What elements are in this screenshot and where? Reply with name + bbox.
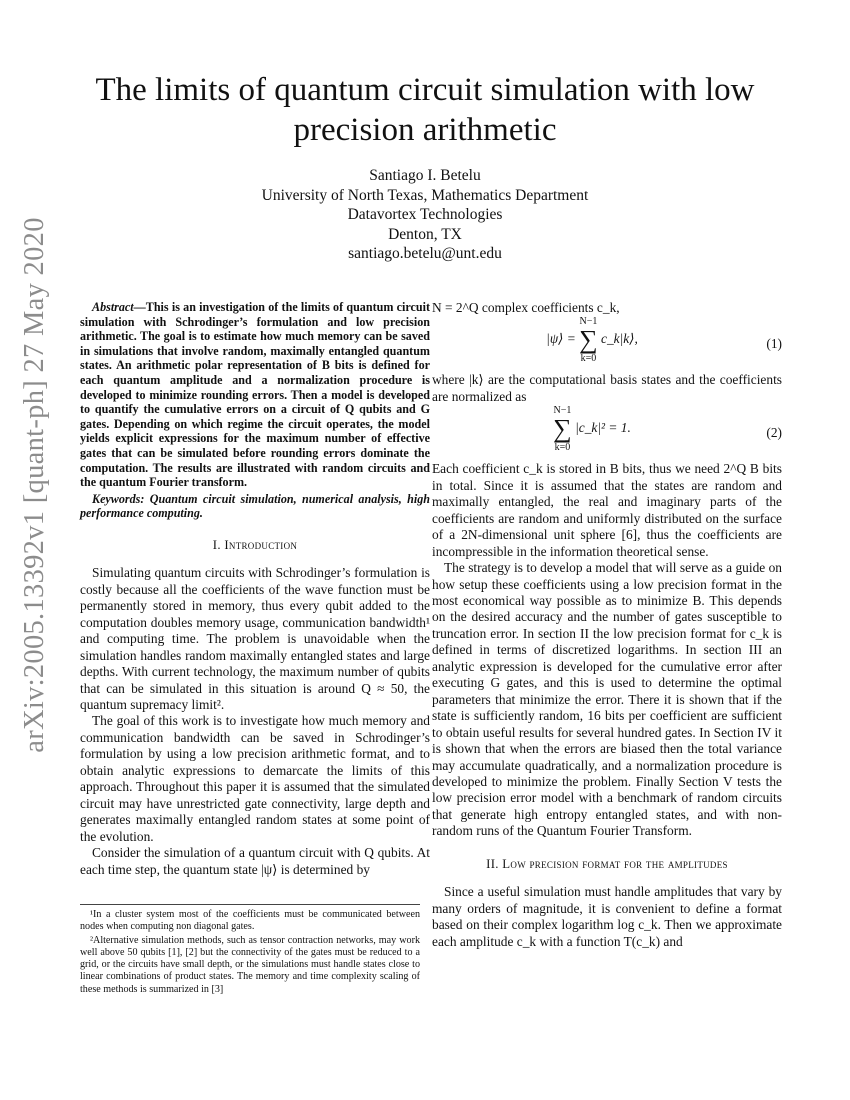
footnote-2: ²Alternative simulation methods, such as tensor contraction networks, may work well above 50 qubits [1], [2] but the connectivity of the gates must be reduced to a grid, or the circuits have small depth, or the simulations must handle states close to linear combinations of product states. The memory and time complexity scaling of these methods is summarized in [3] [80, 934, 420, 995]
summation-symbol: N−1 ∑ k=0 [553, 405, 572, 454]
footnote-1: ¹In a cluster system most of the coefficients must be communicated between nodes when computing non diagonal gates. [80, 909, 420, 933]
equation-2-number: (2) [766, 425, 782, 441]
right-paragraph-1: Each coefficient c_k is stored in B bits, thus we need 2^Q B bits in total. Since it is assumed that the states are random and maximally entangled, the real and imaginary parts of the coefficients are random and uniformly distributed on the surface of a 2N-dimensional unit sphere [6], thus the coefficients are incompressible in the information theoretical sense. [432, 461, 782, 559]
intro-paragraph-3: Consider the simulation of a quantum circuit with Q qubits. At each time step, the quantum state |ψ⟩ is determined by [80, 845, 430, 877]
equation-2-rhs: |c_k|² = 1. [575, 420, 631, 436]
author-affiliation-1: University of North Texas, Mathematics Department [261, 186, 589, 204]
sum-lower-limit: k=0 [554, 442, 571, 454]
footnotes [80, 904, 420, 997]
section-heading-introduction: I. Introduction [212, 537, 298, 552]
left-column [80, 300, 430, 878]
section-heading-low-precision: II. Low precision format for the amplitudes [486, 856, 728, 871]
author-email: santiago.betelu@unt.edu [348, 245, 502, 262]
abstract [80, 300, 430, 490]
basis-states-text: where |k⟩ are the computational basis states and the coefficients are normalized as [432, 372, 782, 404]
equation-1-lhs: |ψ⟩ = [546, 331, 576, 347]
keywords-text: Quantum circuit simulation, numerical analysis, high performance computing. [80, 491, 430, 521]
author-location: Denton, TX [388, 225, 462, 243]
equation-1-number: (1) [766, 336, 782, 352]
equation-2 [432, 405, 782, 461]
arxiv-identifier: arXiv:2005.13392v1 [quant-ph] 27 May 2020 [19, 217, 50, 753]
author-affiliation-2: Datavortex Technologies [347, 206, 503, 223]
sum-upper-limit: N−1 [579, 316, 598, 328]
abstract-label: Abstract [92, 300, 134, 314]
paper-title: The limits of quantum circuit simulation with low precision arithmetic [95, 72, 755, 148]
sum-upper-limit: N−1 [553, 405, 572, 417]
keywords [80, 492, 430, 521]
equation-1-rhs: c_k|k⟩, [601, 331, 638, 347]
coefficients-intro: N = 2^Q complex coefficients c_k, [432, 300, 620, 315]
sum-lower-limit: k=0 [580, 353, 597, 365]
intro-paragraph-2: The goal of this work is to investigate how much memory and communication bandwidth can be saved in Schrodinger’s formulation by using a low precision arithmetic format, and to obtain analytic expressions to demarcate the limits of this approach. Throughout this paper it is assumed that the simulated circuit may have unrestricted gate connectivity, large depth and generates maximally entangled random states at some point of the evolution. [80, 713, 430, 844]
keywords-label: Keywords: [92, 491, 145, 506]
right-paragraph-2: The strategy is to develop a model that will serve as a guide on how setup these coefficients using a low precision format in the most economical way possible as to minimize B. This depends on the desired accuracy and the number of gates susceptible to truncation error. In section II the low precision format for c_k is defined in terms of discretized logarithms. In section III an analytic expression is developed for the cumulative error after executing G gates, and this is used to determine the optimal parameters that minimize the error. There it is shown that if the state is sufficiently random, 16 bits per coefficient are sufficient to obtain useful results for several hundred gates. In Section IV it is shown that when the errors are biased then the total variance may accumulate quadratically, and a normalization procedure is developed to minimize the problem. Finally Section V tests the low precision error model with a benchmark of random circuits that generate high entropy entangled states, and with non-random runs of the Quantum Fourier Transform. [432, 560, 782, 839]
intro-paragraph-1: Simulating quantum circuits with Schrodinger’s formulation is costly because all the coefficients of the wave function must be permanently stored in memory, thus every qubit added to the computation doubles memory usage, communication bandwidth¹ and computing time. The problem is unavoidable when the simulation handles random maximally entangled states and large depths. With current technology, the maximum number of qubits that can be simulated in this situation is around Q ≈ 50, the quantum supremacy limit². [80, 565, 430, 712]
author-name: Santiago I. Betelu [369, 167, 481, 184]
equation-1 [432, 316, 782, 372]
summation-symbol: N−1 ∑ k=0 [579, 316, 598, 365]
right-column [432, 300, 782, 950]
author-block [200, 166, 650, 264]
section-2-paragraph: Since a useful simulation must handle amplitudes that vary by many orders of magnitude, it is convenient to define a format based on their complex logarithm log c_k. Then we approximate each amplitude c_k with a function T(c_k) and [432, 884, 782, 949]
arxiv-sidebar [12, 217, 58, 753]
abstract-text: —This is an investigation of the limits of quantum circuit simulation with Schrodinger’s formulation and low precision arithmetic. The goal is to estimate how much memory can be saved in simulations that involve random, maximally entangled quantum states. An arithmetic polar representation of B bits is defined for each quantum amplitude and a normalization procedure is developed to minimize rounding errors. Then a model is developed to quantify the cumulative errors on a circuit of Q qubits and G gates. Depending on which regime the circuit operates, the model yields explicit expressions for the maximum number of effective gates that can be simulated before rounding errors dominate the computation. The results are illustrated with random circuits and the quantum Fourier transform. [80, 300, 430, 490]
